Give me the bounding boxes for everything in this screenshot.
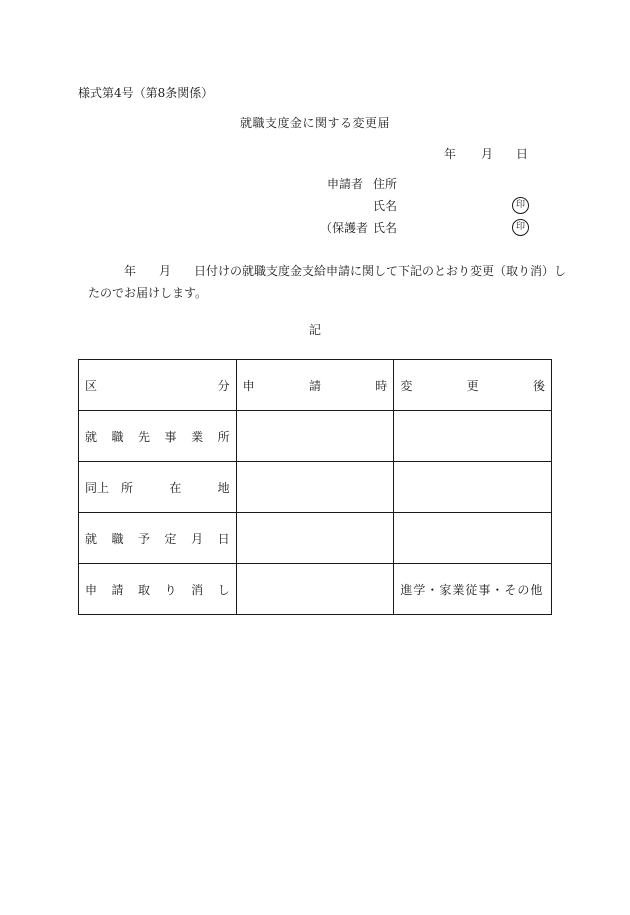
category-char: 職 xyxy=(111,429,124,444)
category-char: 予 xyxy=(138,531,151,546)
date-year-label: 年 xyxy=(444,147,457,161)
applicant-seal-mark: 印 xyxy=(512,197,529,214)
row-before-cell[interactable] xyxy=(236,462,394,513)
category-char: 請 xyxy=(111,582,124,597)
header-char: 変 xyxy=(400,378,413,393)
row-before-cell[interactable] xyxy=(236,411,394,462)
header-char: 分 xyxy=(217,378,230,393)
header-char: 更 xyxy=(466,378,479,393)
header-before xyxy=(236,360,394,411)
applicant-address-label: 住所 xyxy=(373,177,398,191)
header-char: 請 xyxy=(308,378,321,393)
body-year: 年 xyxy=(124,264,137,278)
category-char: し xyxy=(217,582,230,597)
header-char: 後 xyxy=(532,378,545,393)
category-char: 在 xyxy=(169,480,182,495)
category-char: 職 xyxy=(111,531,124,546)
category-char: 同上 xyxy=(85,480,110,495)
header-after xyxy=(394,360,552,411)
guardian-label: （保護者 xyxy=(320,221,369,235)
row-before-cell[interactable] xyxy=(236,513,394,564)
date-day-label: 日 xyxy=(516,147,529,161)
header-category xyxy=(79,360,237,411)
row-after-cell[interactable] xyxy=(394,513,552,564)
row-category xyxy=(79,411,237,462)
document-title: 就職支度金に関する変更届 xyxy=(239,116,390,130)
row-category xyxy=(79,462,237,513)
header-char: 時 xyxy=(375,378,388,393)
body-line-1 xyxy=(124,262,567,279)
header-char: 申 xyxy=(242,378,255,393)
row-after-cell[interactable] xyxy=(394,462,552,513)
category-char: 先 xyxy=(138,429,151,444)
category-char: 就 xyxy=(85,531,98,546)
table-row xyxy=(79,462,552,513)
row-category xyxy=(79,513,237,564)
category-char: 月 xyxy=(191,531,204,546)
table-row xyxy=(79,411,552,462)
category-char: 消 xyxy=(191,582,204,597)
category-char: 地 xyxy=(217,480,230,495)
row-after-cell[interactable] xyxy=(394,411,552,462)
guardian-name-label: 氏名 xyxy=(373,221,398,235)
category-char: 所 xyxy=(217,429,230,444)
applicant-label: 申請者 xyxy=(327,177,364,191)
category-char: 業 xyxy=(191,429,204,444)
table-row xyxy=(79,564,552,615)
body-text: 日付けの就職支度金支給申請に関して下記のとおり変更（取り消）し xyxy=(194,264,567,278)
table-row xyxy=(79,513,552,564)
category-char: 申 xyxy=(85,582,98,597)
row-after-cell[interactable]: 進学・家業従事・その他 xyxy=(394,564,552,615)
body-line-2: たのでお届けします。 xyxy=(88,286,208,300)
form-number: 様式第4号（第8条関係） xyxy=(78,86,214,100)
category-char: 所 xyxy=(121,480,134,495)
category-char: 日 xyxy=(217,531,230,546)
header-char: 区 xyxy=(85,378,98,393)
applicant-name-label: 氏名 xyxy=(373,199,398,213)
guardian-seal-mark: 印 xyxy=(512,219,529,236)
date-month-label: 月 xyxy=(481,147,494,161)
change-table xyxy=(78,359,552,615)
category-char: 事 xyxy=(164,429,177,444)
table-header-row xyxy=(79,360,552,411)
body-month: 月 xyxy=(159,264,172,278)
category-char: 取 xyxy=(138,582,151,597)
row-category xyxy=(79,564,237,615)
category-char: り xyxy=(164,582,177,597)
category-char: 定 xyxy=(164,531,177,546)
category-char: 就 xyxy=(85,429,98,444)
row-before-cell[interactable] xyxy=(236,564,394,615)
ki-heading: 記 xyxy=(308,323,321,337)
